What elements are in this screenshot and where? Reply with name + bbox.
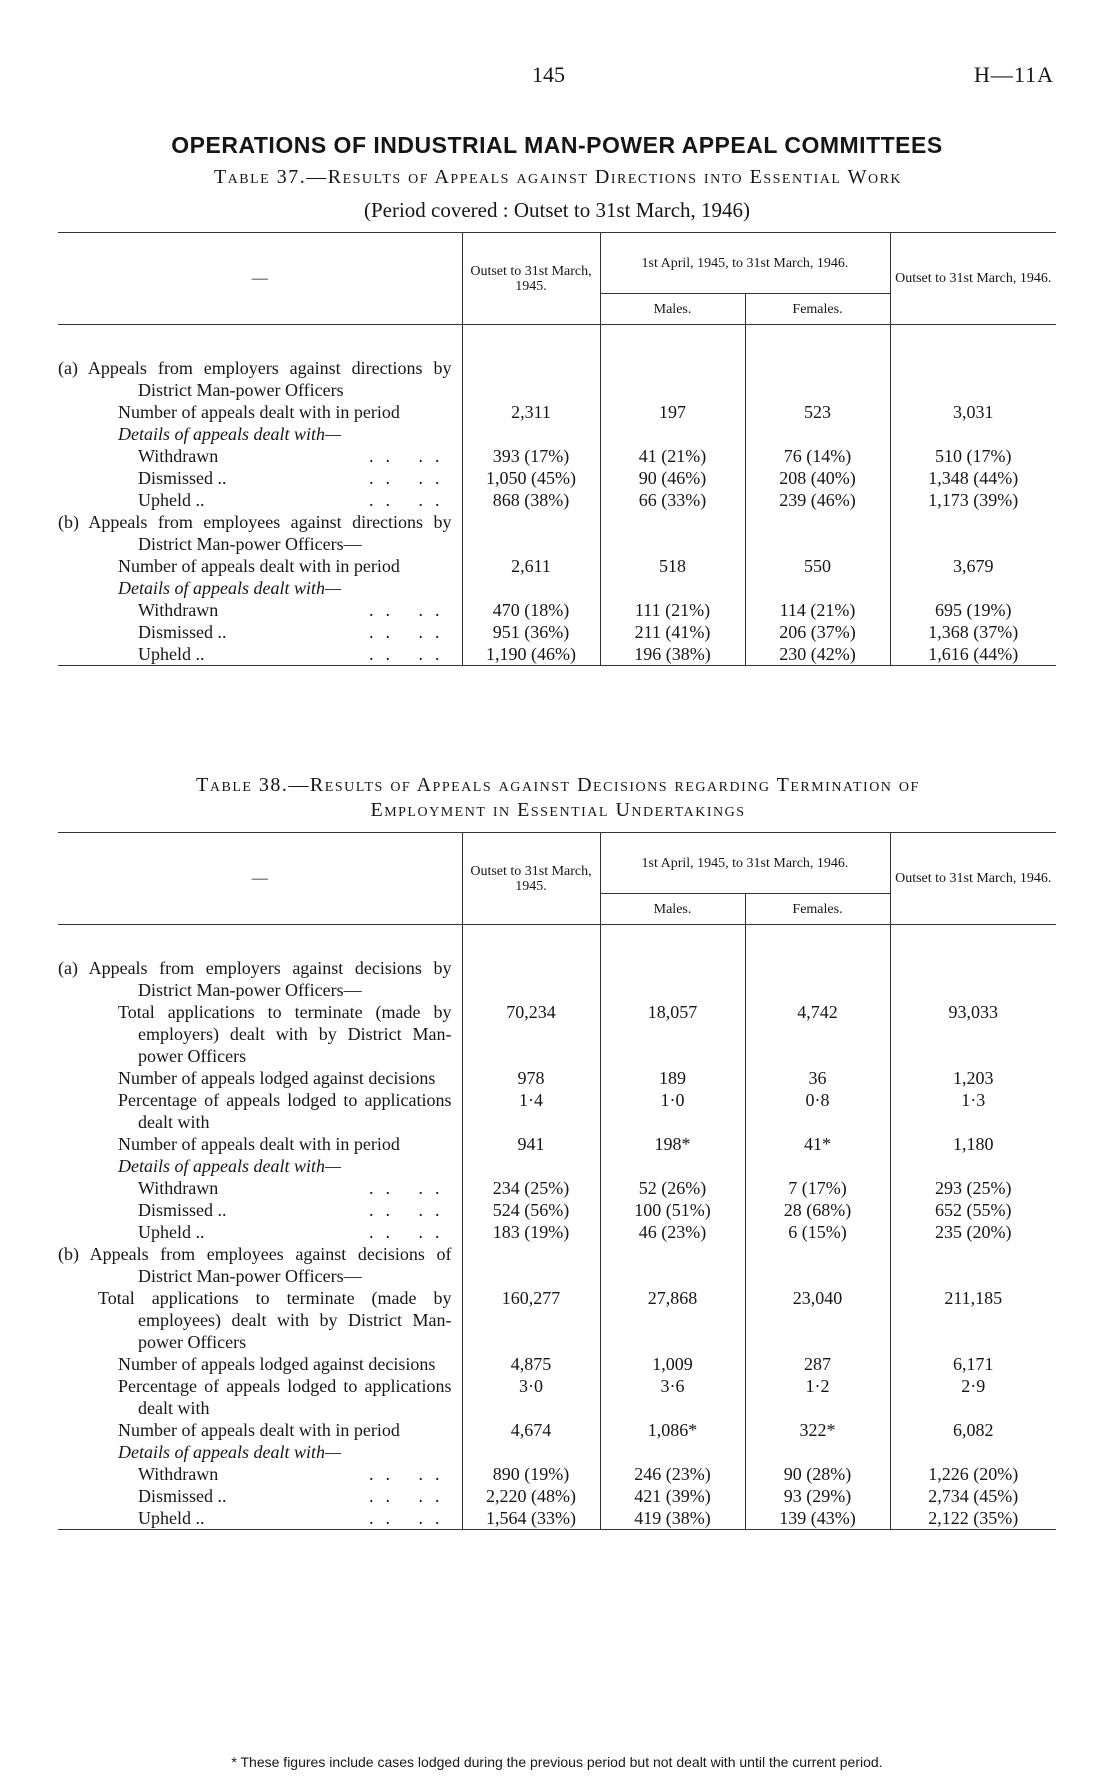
column-header-outset-1945: Outset to 31st March, 1945. (462, 833, 600, 925)
cell: 160,277 (462, 1287, 600, 1353)
cell: 230 (42%) (745, 643, 890, 666)
dot-leader: .. .. (369, 644, 452, 664)
cell: 695 (19%) (890, 599, 1056, 621)
cell: 1·0 (600, 1089, 745, 1133)
table-row (58, 1199, 1056, 1221)
cell: 1,009 (600, 1353, 745, 1375)
cell: 36 (745, 1067, 890, 1089)
section-heading: (a) Appeals from employers against decisions by District Man-power Officers— (58, 958, 452, 1000)
cell: 3,031 (890, 401, 1056, 423)
row-label: Upheld .. (138, 490, 205, 510)
column-header-females: Females. (745, 294, 890, 325)
table-row (58, 1375, 1056, 1419)
table-row (58, 1001, 1056, 1067)
cell: 4,674 (462, 1419, 600, 1441)
cell: 1,086* (600, 1419, 745, 1441)
column-header-period: 1st April, 1945, to 31st March, 1946. (600, 233, 890, 294)
cell: 978 (462, 1067, 600, 1089)
table-row (58, 445, 1056, 467)
cell: 246 (23%) (600, 1463, 745, 1485)
cell: 868 (38%) (462, 489, 600, 511)
cell: 66 (33%) (600, 489, 745, 511)
cell: 510 (17%) (890, 445, 1056, 467)
cell: 2,611 (462, 555, 600, 577)
row-label: Withdrawn (138, 600, 219, 620)
cell: 890 (19%) (462, 1463, 600, 1485)
row-label: Percentage of appeals lodged to applications dealt with (118, 1376, 452, 1418)
cell: 1·4 (462, 1089, 600, 1133)
dot-leader: .. .. (369, 622, 452, 642)
table-row (58, 1463, 1056, 1485)
cell: 419 (38%) (600, 1507, 745, 1530)
row-label: Upheld .. (138, 644, 205, 664)
cell: 206 (37%) (745, 621, 890, 643)
dot-leader: .. .. (369, 1486, 452, 1506)
cell: 1,190 (46%) (462, 643, 600, 666)
dot-leader: .. .. (369, 1178, 452, 1198)
main-heading: OPERATIONS OF INDUSTRIAL MAN-POWER APPEAL COMMITTEES (171, 132, 943, 158)
cell: 100 (51%) (600, 1199, 745, 1221)
table-row (58, 1507, 1056, 1530)
cell: 196 (38%) (600, 643, 745, 666)
column-header-males: Males. (600, 294, 745, 325)
table-row (58, 1133, 1056, 1155)
cell: 421 (39%) (600, 1485, 745, 1507)
cell: 23,040 (745, 1287, 890, 1353)
cell: 41* (745, 1133, 890, 1155)
cell: 239 (46%) (745, 489, 890, 511)
cell: 6,171 (890, 1353, 1056, 1375)
table-row (58, 555, 1056, 577)
dot-leader: .. .. (369, 1222, 452, 1242)
table-row (58, 1485, 1056, 1507)
table-row (58, 1287, 1056, 1353)
column-header-outset-1945: Outset to 31st March, 1945. (462, 233, 600, 325)
cell: 139 (43%) (745, 1507, 890, 1530)
cell: 211 (41%) (600, 621, 745, 643)
dot-leader: .. .. (369, 1200, 452, 1220)
table-37-period: (Period covered : Outset to 31st March, 1946) (363, 198, 751, 222)
column-header-females: Females. (745, 894, 890, 925)
column-header-outset-1946: Outset to 31st March, 1946. (890, 233, 1056, 325)
cell: 293 (25%) (890, 1177, 1056, 1199)
table-row (58, 643, 1056, 666)
cell: 3·0 (462, 1375, 600, 1419)
row-label: Number of appeals lodged against decisions (118, 1354, 436, 1374)
details-label: Details of appeals dealt with— (118, 1442, 341, 1462)
table-38-title-line-1: Table 38.—Results of Appeals against Decisions regarding Termination of (196, 774, 920, 796)
cell: 1·2 (745, 1375, 890, 1419)
row-label: Withdrawn (138, 1178, 219, 1198)
cell: 0·8 (745, 1089, 890, 1133)
cell: 235 (20%) (890, 1221, 1056, 1243)
row-label: Dismissed .. (138, 1486, 227, 1506)
cell: 2,311 (462, 401, 600, 423)
cell: 524 (56%) (462, 1199, 600, 1221)
cell: 1,203 (890, 1067, 1056, 1089)
row-label: Dismissed .. (138, 468, 227, 488)
column-header-outset-1946: Outset to 31st March, 1946. (890, 833, 1056, 925)
cell: 93 (29%) (745, 1485, 890, 1507)
table-row (58, 1353, 1056, 1375)
table-row (58, 599, 1056, 621)
row-label: Number of appeals dealt with in period (118, 556, 400, 576)
table-row (58, 1089, 1056, 1133)
cell: 1,180 (890, 1133, 1056, 1155)
details-label: Details of appeals dealt with— (118, 578, 341, 598)
cell: 3,679 (890, 555, 1056, 577)
cell: 28 (68%) (745, 1199, 890, 1221)
cell: 2,220 (48%) (462, 1485, 600, 1507)
cell: 7 (17%) (745, 1177, 890, 1199)
dot-leader: .. .. (369, 1508, 452, 1528)
cell: 189 (600, 1067, 745, 1089)
row-label: Withdrawn (138, 446, 219, 466)
table-row (58, 489, 1056, 511)
cell: 90 (46%) (600, 467, 745, 489)
cell: 941 (462, 1133, 600, 1155)
cell: 197 (600, 401, 745, 423)
cell: 2·9 (890, 1375, 1056, 1419)
table-row (58, 467, 1056, 489)
stub-header: — (251, 270, 268, 287)
cell: 518 (600, 555, 745, 577)
section-heading-row (58, 511, 1056, 555)
cell: 322* (745, 1419, 890, 1441)
cell: 652 (55%) (890, 1199, 1056, 1221)
cell: 90 (28%) (745, 1463, 890, 1485)
row-label: Number of appeals dealt with in period (118, 1420, 400, 1440)
row-label: Upheld .. (138, 1222, 205, 1242)
row-label: Dismissed .. (138, 622, 227, 642)
cell: 523 (745, 401, 890, 423)
cell: 2,122 (35%) (890, 1507, 1056, 1530)
section-heading: (a) Appeals from employers against directions by District Man-power Officers (58, 358, 452, 400)
dot-leader: .. .. (369, 600, 452, 620)
cell: 76 (14%) (745, 445, 890, 467)
cell: 470 (18%) (462, 599, 600, 621)
cell: 4,875 (462, 1353, 600, 1375)
column-header-period: 1st April, 1945, to 31st March, 1946. (600, 833, 890, 894)
row-label: Withdrawn (138, 1464, 219, 1484)
row-label: Upheld .. (138, 1508, 205, 1528)
dot-leader: .. .. (369, 1464, 452, 1484)
cell: 1,616 (44%) (890, 643, 1056, 666)
row-label: Number of appeals lodged against decisions (118, 1068, 436, 1088)
page-number: 145 (532, 62, 565, 87)
cell: 27,868 (600, 1287, 745, 1353)
cell: 111 (21%) (600, 599, 745, 621)
cell: 208 (40%) (745, 467, 890, 489)
cell: 1,173 (39%) (890, 489, 1056, 511)
dot-leader: .. .. (369, 468, 452, 488)
table-38-title-line-2: Employment in Essential Undertakings (370, 799, 746, 821)
cell: 1,050 (45%) (462, 467, 600, 489)
cell: 93,033 (890, 1001, 1056, 1067)
dot-leader: .. .. (369, 490, 452, 510)
cell: 1·3 (890, 1089, 1056, 1133)
cell: 3·6 (600, 1375, 745, 1419)
cell: 1,368 (37%) (890, 621, 1056, 643)
column-header-males: Males. (600, 894, 745, 925)
cell: 211,185 (890, 1287, 1056, 1353)
table-row (58, 621, 1056, 643)
cell: 1,226 (20%) (890, 1463, 1056, 1485)
row-label: Number of appeals dealt with in period (118, 402, 400, 422)
stub-header: — (251, 870, 268, 887)
row-label: Dismissed .. (138, 1200, 227, 1220)
section-heading-row (58, 357, 1056, 401)
cell: 6 (15%) (745, 1221, 890, 1243)
cell: 287 (745, 1353, 890, 1375)
table-row (58, 401, 1056, 423)
row-label: Percentage of appeals lodged to applications dealt with (118, 1090, 452, 1132)
cell: 393 (17%) (462, 445, 600, 467)
cell: 951 (36%) (462, 621, 600, 643)
details-label: Details of appeals dealt with— (118, 424, 341, 444)
row-label: Total applications to terminate (made by employers) dealt with by District Man-power Officers (118, 1002, 452, 1066)
table-row (58, 1177, 1056, 1199)
cell: 52 (26%) (600, 1177, 745, 1199)
cell: 183 (19%) (462, 1221, 600, 1243)
cell: 6,082 (890, 1419, 1056, 1441)
cell: 1,564 (33%) (462, 1507, 600, 1530)
table-row (58, 1419, 1056, 1441)
details-label: Details of appeals dealt with— (118, 1156, 341, 1176)
cell: 198* (600, 1133, 745, 1155)
section-heading-row (58, 1243, 1056, 1287)
section-heading-row (58, 957, 1056, 1001)
cell: 550 (745, 555, 890, 577)
cell: 4,742 (745, 1001, 890, 1067)
footnote: * These figures include cases lodged during the previous period but not dealt with until the current period. (231, 1754, 883, 1770)
cell: 41 (21%) (600, 445, 745, 467)
table-37-title: Table 37.—Results of Appeals against Directions into Essential Work (213, 166, 903, 188)
document-reference: H—11A (974, 62, 1054, 87)
cell: 2,734 (45%) (890, 1485, 1056, 1507)
table-row (58, 1221, 1056, 1243)
cell: 46 (23%) (600, 1221, 745, 1243)
cell: 18,057 (600, 1001, 745, 1067)
table-row (58, 1067, 1056, 1089)
table-38 (58, 832, 1056, 1530)
section-heading: (b) Appeals from employees against decisions of District Man-power Officers— (58, 1244, 452, 1286)
section-heading: (b) Appeals from employees against directions by District Man-power Officers— (58, 512, 452, 554)
dot-leader: .. .. (369, 446, 452, 466)
cell: 70,234 (462, 1001, 600, 1067)
row-label: Total applications to terminate (made by employees) dealt with by District Man-power Officers (98, 1288, 452, 1352)
table-37 (58, 232, 1056, 666)
cell: 114 (21%) (745, 599, 890, 621)
row-label: Number of appeals dealt with in period (118, 1134, 400, 1154)
cell: 1,348 (44%) (890, 467, 1056, 489)
cell: 234 (25%) (462, 1177, 600, 1199)
